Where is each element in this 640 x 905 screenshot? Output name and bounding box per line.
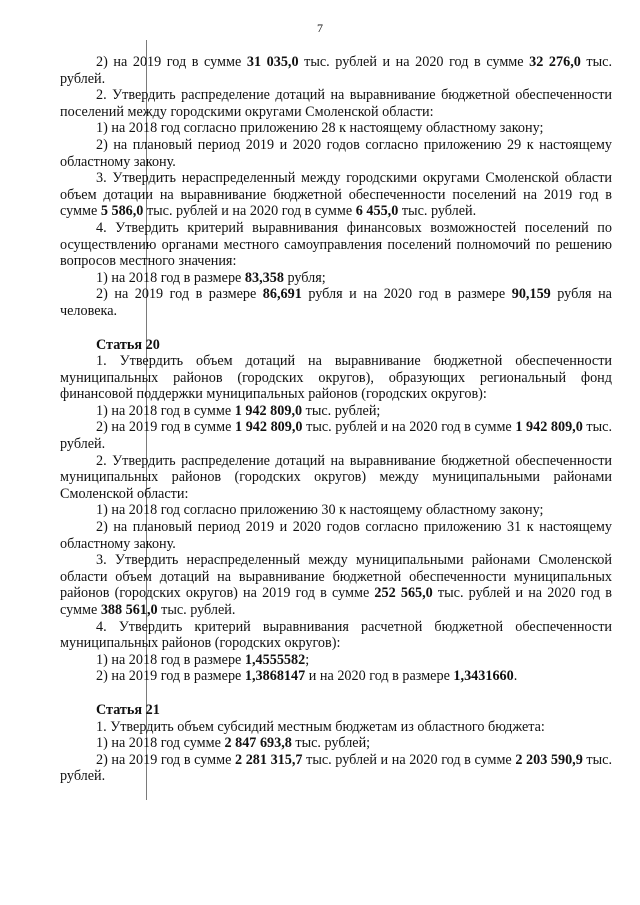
- amount-value: 2 281 315,7: [235, 751, 303, 768]
- paragraph-text: тыс. рублей и на 2020 год в сумме: [60, 585, 612, 618]
- amount-value: 252 565,0: [374, 585, 433, 602]
- paragraph-text: рубля и на 2020 год в размере: [301, 286, 512, 303]
- paragraph-text: 1) на 2018 год в сумме: [96, 402, 235, 419]
- paragraph: [60, 652, 612, 669]
- paragraph-text: ;: [305, 651, 310, 668]
- amount-value: 1 942 809,0: [515, 419, 583, 436]
- paragraph-text: 4. Утвердить критерий выравнивания финансовых возможностей поселений по осуществлению органами местного самоуправления поселений полномочий по решению вопросов местного значения:: [60, 219, 612, 270]
- paragraph-text: 1) на 2018 год в размере: [96, 269, 245, 286]
- paragraph-text: тыс. рублей и на 2020 год в сумме: [143, 203, 356, 220]
- amount-value: 83,358: [244, 269, 284, 286]
- paragraph: [60, 87, 612, 120]
- paragraph-text: тыс. рублей;: [291, 735, 371, 752]
- paragraph-text: 2) на 2019 год в сумме: [96, 419, 236, 436]
- paragraph-text: рубля на человека.: [60, 286, 612, 319]
- paragraph-text: 2) на плановый период 2019 и 2020 годов согласно приложению 31 к настоящему областному закону.: [60, 519, 612, 552]
- paragraph-text: 4. Утвердить критерий выравнивания расчетной бюджетной обеспеченности муниципальных районов (городских округов):: [60, 618, 612, 652]
- paragraph: [60, 353, 612, 403]
- paragraph-text: 1) на 2018 год сумме: [96, 735, 225, 752]
- paragraph-text: 2) на 2019 год в сумме: [96, 54, 247, 70]
- paragraph: [60, 519, 612, 552]
- paragraph: [60, 668, 612, 685]
- paragraph: [60, 419, 612, 452]
- paragraph: [60, 403, 612, 420]
- paragraph: [60, 270, 612, 287]
- paragraph-text: 2. Утвердить распределение дотаций на выравнивание бюджетной обеспеченности муниципальных районов (городских округов) между муниципальными районами Смоленской области:: [60, 452, 612, 502]
- paragraph-text: тыс. рублей.: [157, 602, 236, 618]
- paragraph-text: 1) на 2018 год в размере: [96, 651, 245, 668]
- paragraph-text: 3. Утвердить нераспределенный между муниципальными районами Смоленской области объем дотаций на выравнивание бюджетной обеспеченности муниципальных районов (городских округов) на 2019 год в сумме: [60, 552, 612, 602]
- paragraph-text: 2) на 2019 год в размере: [96, 286, 263, 303]
- paragraph: [60, 453, 612, 503]
- paragraph-text: тыс. рублей.: [60, 419, 613, 453]
- amount-value: 1 942 809,0: [235, 419, 303, 436]
- paragraph-text: 1) на 2018 год согласно приложению 30 к настоящему областному закону;: [96, 502, 544, 519]
- paragraph-text: тыс. рублей.: [398, 203, 477, 220]
- paragraph-text: тыс. рублей;: [302, 402, 381, 419]
- amount-value: 1,4555582: [244, 651, 306, 668]
- paragraph-text: 2) на плановый период 2019 и 2020 годов согласно приложению 29 к настоящему областному закону.: [60, 136, 612, 170]
- amount-value: 90,159: [511, 286, 551, 303]
- paragraph: [60, 719, 612, 736]
- amount-value: 2 203 590,9: [515, 751, 583, 768]
- paragraph: [60, 170, 612, 220]
- paragraph-text: тыс. рублей и на 2020 год в сумме: [298, 54, 530, 70]
- amount-value: 2 847 693,8: [224, 735, 292, 752]
- paragraph-text: 1) на 2018 год согласно приложению 28 к настоящему областному закону;: [96, 120, 544, 137]
- paragraph: [60, 54, 612, 87]
- amount-value: 1,3431660: [453, 668, 514, 685]
- paragraph-text: 2) на 2019 год в сумме: [96, 751, 236, 768]
- paragraph: [60, 286, 612, 319]
- amount-value: 86,691: [262, 286, 302, 303]
- paragraph-text: 1. Утвердить объем дотаций на выравнивание бюджетной обеспеченности муниципальных районов (городских округов), образующих региональный фонд финансовой поддержки муниципальных районов (городских округов):: [60, 353, 612, 403]
- document-body: [60, 54, 612, 785]
- paragraph-text: 3. Утвердить нераспределенный между городскими округами Смоленской области объем дотации на выравнивание бюджетной обеспеченности поселений на 2019 год в сумме: [60, 170, 612, 220]
- article-heading: Статья 21: [96, 701, 160, 718]
- paragraph-text: 2) на 2019 год в размере: [96, 668, 245, 685]
- paragraph: [60, 120, 612, 137]
- paragraph-text: тыс. рублей и на 2020 год в сумме: [302, 419, 516, 436]
- amount-value: 1,3868147: [244, 668, 306, 685]
- paragraph-text: 2. Утвердить распределение дотаций на выравнивание бюджетной обеспеченности поселений между городскими округами Смоленской области:: [60, 87, 612, 120]
- paragraph: [60, 552, 612, 618]
- paragraph: [60, 220, 612, 270]
- paragraph-text: тыс. рублей и на 2020 год в сумме: [302, 751, 516, 768]
- amount-value: 32 276,0: [529, 54, 581, 70]
- article-heading: Статья 20: [96, 336, 160, 353]
- paragraph-text: тыс. рублей.: [60, 54, 613, 87]
- amount-value: 1 942 809,0: [234, 402, 303, 419]
- paragraph-text: рубля;: [283, 269, 326, 286]
- amount-value: 388 561,0: [100, 602, 158, 618]
- paragraph: [60, 752, 612, 785]
- paragraph: [60, 502, 612, 519]
- paragraph: [60, 619, 612, 652]
- paragraph-text: .: [513, 668, 518, 685]
- paragraph: [60, 137, 612, 170]
- paragraph: [60, 735, 612, 752]
- amount-value: 6 455,0: [355, 203, 399, 220]
- paragraph-text: тыс. рублей.: [60, 751, 613, 785]
- amount-value: 31 035,0: [246, 54, 299, 70]
- amount-value: 5 586,0: [100, 203, 144, 220]
- paragraph-text: 1. Утвердить объем субсидий местным бюджетам из областного бюджета:: [96, 718, 545, 735]
- paragraph-text: и на 2020 год в размере: [305, 668, 454, 685]
- page-number: 7: [317, 21, 323, 35]
